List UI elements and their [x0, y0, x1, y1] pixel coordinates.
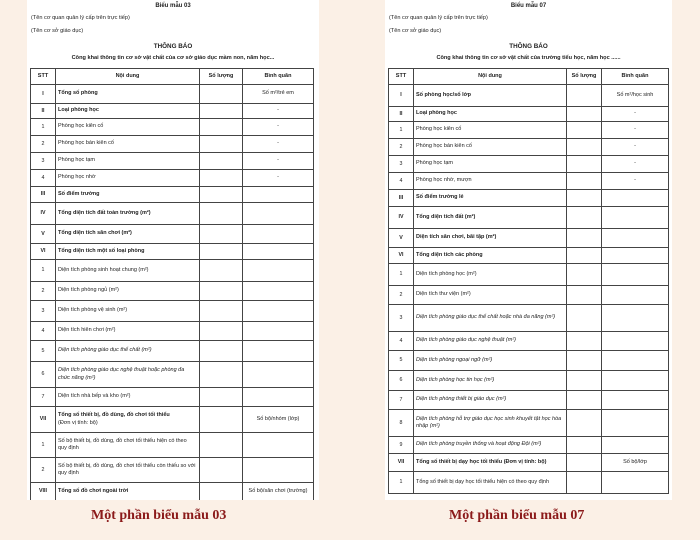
cell-stt: I — [389, 85, 414, 107]
cell-average — [243, 301, 314, 322]
header-content: Nội dung — [56, 69, 200, 85]
cell-quantity — [200, 301, 243, 322]
cell-content-text: Phòng học nhờ — [58, 174, 96, 181]
table-body — [31, 85, 314, 501]
cell-content — [56, 260, 200, 282]
cell-stt: II — [31, 104, 56, 119]
cell-content — [414, 332, 567, 351]
cell-content-text: Phòng học kiên cố — [416, 126, 462, 133]
cell-content — [414, 122, 567, 139]
cell-content — [56, 301, 200, 322]
cell-quantity — [200, 388, 243, 407]
cell-quantity — [200, 341, 243, 362]
cell-average — [602, 248, 669, 264]
cell-quantity — [200, 362, 243, 388]
table-row — [389, 207, 669, 229]
cell-average — [602, 286, 669, 305]
supervising-agency-line: (Tên cơ quan quản lý cấp trên trực tiếp) — [389, 15, 488, 21]
cell-stt: V — [31, 225, 56, 244]
header-average: Bình quân — [243, 69, 314, 85]
cell-content — [414, 371, 567, 391]
cell-quantity — [567, 248, 602, 264]
cell-average — [243, 282, 314, 301]
table-row — [389, 264, 669, 286]
cell-content-text: Tổng số thiết bị, đồ dùng, đồ chơi tối thiểu — [58, 412, 170, 419]
table-row — [31, 341, 314, 362]
cell-content-text: Tổng số phòng — [58, 90, 98, 97]
cell-content — [414, 472, 567, 494]
table-row — [389, 454, 669, 472]
cell-average — [602, 371, 669, 391]
cell-content — [414, 410, 567, 437]
cell-content — [56, 153, 200, 170]
cell-stt: I — [31, 85, 56, 104]
school-name-line: (Tên cơ sở giáo dục) — [389, 28, 442, 34]
cell-content — [414, 264, 567, 286]
cell-stt: 3 — [31, 153, 56, 170]
cell-content-text: Diện tích phòng học tin học (m²) — [416, 376, 495, 383]
cell-average: - — [602, 122, 669, 139]
cell-stt: 3 — [31, 301, 56, 322]
cell-stt: VIII — [31, 483, 56, 501]
cell-quantity — [567, 286, 602, 305]
cell-quantity — [567, 454, 602, 472]
cell-average — [243, 203, 314, 225]
cell-content — [56, 322, 200, 341]
cell-average — [602, 305, 669, 332]
cell-stt: VI — [31, 244, 56, 260]
cell-quantity — [567, 122, 602, 139]
cell-quantity — [200, 433, 243, 458]
cell-stt: III — [389, 190, 414, 207]
cell-quantity — [567, 207, 602, 229]
cell-content — [56, 203, 200, 225]
cell-average — [243, 225, 314, 244]
cell-content — [56, 407, 200, 433]
table-row — [31, 362, 314, 388]
cell-quantity — [567, 332, 602, 351]
cell-content-text: Diện tích phòng truyền thống và hoạt động Đội (m²) — [416, 441, 542, 448]
supervising-agency-line: (Tên cơ quan quản lý cấp trên trực tiếp) — [31, 15, 130, 21]
cell-average — [602, 207, 669, 229]
cell-content-text: Diện tích sân chơi, bãi tập (m²) — [416, 234, 497, 241]
cell-content — [56, 225, 200, 244]
cell-content — [414, 454, 567, 472]
cell-content — [56, 244, 200, 260]
cell-quantity — [200, 104, 243, 119]
cell-quantity — [200, 187, 243, 203]
cell-quantity — [200, 170, 243, 187]
cell-average: - — [243, 170, 314, 187]
cell-content-text: Phòng học tạm — [416, 160, 453, 167]
cell-average — [243, 341, 314, 362]
cell-stt: 5 — [31, 341, 56, 362]
table-row — [389, 332, 669, 351]
cell-content — [414, 286, 567, 305]
notice-subject: Công khai thông tin cơ sở vật chất của trường tiểu học, năm học ...... — [436, 55, 621, 61]
cell-average — [243, 187, 314, 203]
cell-quantity — [200, 282, 243, 301]
cell-average — [243, 260, 314, 282]
table-row — [389, 391, 669, 410]
table-row — [389, 248, 669, 264]
cell-content — [414, 190, 567, 207]
cell-average — [602, 472, 669, 494]
cell-content-text: Diện tích phòng hỗ trợ giáo dục học sinh khuyết tật học hòa nhập (m²) — [416, 415, 562, 429]
cell-content — [56, 136, 200, 153]
cell-quantity — [567, 437, 602, 454]
cell-content-text: Tổng diện tích sân chơi (m²) — [58, 230, 132, 237]
cell-average: - — [243, 136, 314, 153]
form-07-document — [385, 0, 672, 500]
form-03-document — [27, 0, 319, 500]
table-row — [31, 301, 314, 322]
cell-content-text: Phòng học kiên cố — [58, 123, 104, 130]
cell-average: - — [602, 139, 669, 156]
header-stt: STT — [31, 69, 56, 85]
cell-content — [414, 229, 567, 248]
cell-average: Số bộ/lớp — [602, 454, 669, 472]
cell-quantity — [567, 107, 602, 122]
cell-content-text: Diện tích phòng giáo dục thể chất hoặc nhà đa năng (m²) — [416, 314, 556, 321]
cell-quantity — [567, 173, 602, 190]
cell-average: - — [243, 153, 314, 170]
table-row — [31, 170, 314, 187]
notice-heading: THÔNG BÁO — [509, 43, 548, 50]
cell-content — [414, 139, 567, 156]
cell-content — [56, 388, 200, 407]
cell-stt: II — [389, 107, 414, 122]
cell-content — [56, 104, 200, 119]
cell-average — [243, 388, 314, 407]
cell-stt: 2 — [31, 136, 56, 153]
cell-stt: 4 — [31, 322, 56, 341]
form-title: Biểu mẫu 03 — [155, 3, 191, 9]
cell-content-text: Tổng số thiết bị dạy học tối thiểu hiện có theo quy định — [416, 478, 550, 485]
cell-content-text: Phòng học tạm — [58, 157, 95, 164]
cell-stt: 2 — [31, 458, 56, 483]
cell-content — [56, 362, 200, 388]
cell-content — [414, 248, 567, 264]
cell-content-text: Tổng diện tích các phòng — [416, 251, 483, 258]
cell-content-text: Phòng học bán kiên cố — [58, 140, 114, 147]
cell-quantity — [200, 483, 243, 501]
cell-average — [602, 229, 669, 248]
cell-stt: 7 — [31, 388, 56, 407]
cell-stt: 7 — [389, 391, 414, 410]
cell-average: Số bộ/sân chơi (trường) — [243, 483, 314, 501]
cell-content-text: Diện tích phòng giáo dục nghệ thuật (m²) — [416, 337, 516, 344]
table-row — [31, 85, 314, 104]
cell-content-text: Diện tích thư viện (m²) — [416, 291, 471, 298]
table-row — [389, 437, 669, 454]
cell-stt: 3 — [389, 305, 414, 332]
cell-stt: 4 — [389, 173, 414, 190]
cell-quantity — [567, 472, 602, 494]
table-row — [389, 173, 669, 190]
cell-average — [602, 264, 669, 286]
cell-quantity — [200, 153, 243, 170]
cell-content — [414, 173, 567, 190]
cell-quantity — [200, 407, 243, 433]
cell-stt: IV — [389, 207, 414, 229]
cell-content-text: Phòng học nhờ, mượn — [416, 177, 472, 184]
cell-content-text: Tổng diện tích đất (m²) — [416, 213, 476, 220]
cell-quantity — [200, 260, 243, 282]
cell-content — [414, 391, 567, 410]
cell-content — [414, 437, 567, 454]
cell-quantity — [567, 371, 602, 391]
cell-content-text: Diện tích phòng giáo dục thể chất (m²) — [58, 347, 152, 354]
cell-stt: VII — [389, 454, 414, 472]
table-row — [389, 351, 669, 371]
table-row — [31, 153, 314, 170]
cell-quantity — [567, 264, 602, 286]
table-row — [389, 107, 669, 122]
table-row — [389, 305, 669, 332]
table-row — [31, 187, 314, 203]
cell-content-text: Diện tích phòng ngoại ngữ (m²) — [416, 356, 493, 363]
cell-content-text: Tổng diện tích đất toàn trường (m²) — [58, 209, 151, 216]
cell-stt: 2 — [389, 139, 414, 156]
cell-unit-note: (Đơn vị tính: bộ) — [58, 419, 98, 426]
table-row — [31, 458, 314, 483]
table-row — [31, 260, 314, 282]
table-header-row — [31, 69, 314, 85]
table-row — [389, 190, 669, 207]
cell-average: - — [243, 104, 314, 119]
cell-content-text: Loại phòng học — [58, 107, 99, 114]
table-row — [31, 483, 314, 501]
cell-quantity — [200, 85, 243, 104]
cell-content-text: Tổng diện tích một số loại phòng — [58, 247, 145, 254]
cell-stt: 1 — [31, 260, 56, 282]
cell-average: - — [602, 156, 669, 173]
table-row — [389, 410, 669, 437]
caption-form-07: Một phần biểu mẫu 07 — [449, 508, 585, 523]
cell-stt: VII — [31, 407, 56, 433]
cell-stt: 9 — [389, 437, 414, 454]
cell-content-text: Diện tích phòng giáo dục nghệ thuật hoặc phòng đa chức năng (m²) — [58, 367, 185, 381]
cell-quantity — [567, 190, 602, 207]
cell-content — [414, 351, 567, 371]
cell-stt: 5 — [389, 351, 414, 371]
cell-stt: 2 — [389, 286, 414, 305]
cell-content-text: Tổng số đồ chơi ngoài trời — [58, 487, 129, 494]
cell-average — [602, 332, 669, 351]
table-body — [389, 85, 669, 494]
cell-content — [414, 305, 567, 332]
form-title: Biểu mẫu 07 — [510, 3, 547, 9]
cell-content-text: Loại phòng học — [416, 110, 457, 117]
cell-stt: V — [389, 229, 414, 248]
cell-quantity — [200, 244, 243, 260]
cell-stt: 1 — [389, 472, 414, 494]
header-content: Nội dung — [414, 69, 567, 85]
cell-stt: 2 — [31, 282, 56, 301]
notice-subject: Công khai thông tin cơ sở vật chất của cơ sở giáo dục mầm non, năm học... — [71, 55, 275, 61]
cell-average: - — [602, 173, 669, 190]
facilities-table — [388, 68, 669, 494]
cell-content-text: Số bộ thiết bị, đồ dùng, đồ chơi tối thiểu hiện có theo quy định — [58, 437, 187, 451]
table-row — [389, 371, 669, 391]
cell-content-text: Số phòng học/số lớp — [416, 91, 471, 98]
cell-stt: 8 — [389, 410, 414, 437]
cell-content-text: Diện tích phòng vệ sinh (m²) — [58, 307, 128, 314]
table-row — [389, 156, 669, 173]
cell-average — [243, 244, 314, 260]
cell-average: Số bộ/nhóm (lớp) — [243, 407, 314, 433]
table-row — [389, 122, 669, 139]
table-row — [389, 139, 669, 156]
table-row — [31, 407, 314, 433]
table-row — [31, 388, 314, 407]
cell-stt: 1 — [31, 119, 56, 136]
cell-stt: III — [31, 187, 56, 203]
table-row — [31, 322, 314, 341]
cell-quantity — [200, 225, 243, 244]
cell-average — [243, 458, 314, 483]
cell-quantity — [200, 136, 243, 153]
table-row — [389, 85, 669, 107]
cell-content — [56, 170, 200, 187]
header-stt: STT — [389, 69, 414, 85]
table-header-row — [389, 69, 669, 85]
cell-content-text: Diện tích phòng thiết bị giáo dục (m²) — [416, 396, 507, 403]
caption-form-03: Một phần biểu mẫu 03 — [91, 508, 227, 523]
cell-content — [56, 119, 200, 136]
cell-content — [56, 85, 200, 104]
cell-average: Số m²/học sinh — [602, 85, 669, 107]
table-row — [31, 203, 314, 225]
cell-content-text: Tổng số thiết bị dạy học tối thiểu (Đơn vị tính: bộ) — [416, 458, 547, 465]
cell-content — [56, 458, 200, 483]
cell-average — [243, 322, 314, 341]
header-quantity: Số lượng — [567, 69, 602, 85]
cell-content-text: Diện tích hiên chơi (m²) — [58, 327, 116, 334]
cell-average — [602, 410, 669, 437]
cell-content — [56, 483, 200, 501]
table-row — [31, 244, 314, 260]
cell-content-text: Số bộ thiết bị, đồ dùng, đồ chơi tối thiểu còn thiếu so với quy định — [58, 462, 196, 476]
cell-content — [56, 341, 200, 362]
cell-quantity — [200, 119, 243, 136]
cell-content-text: Số điểm trường lẻ — [416, 194, 464, 201]
cell-content — [56, 433, 200, 458]
cell-quantity — [567, 229, 602, 248]
table-row — [31, 104, 314, 119]
cell-content-text: Diện tích phòng học (m²) — [416, 270, 477, 277]
cell-stt: VI — [389, 248, 414, 264]
table-row — [389, 286, 669, 305]
school-name-line: (Tên cơ sở giáo dục) — [31, 28, 84, 34]
cell-stt: 4 — [389, 332, 414, 351]
table-row — [31, 225, 314, 244]
header-quantity: Số lượng — [200, 69, 243, 85]
table-row — [389, 229, 669, 248]
cell-content-text: Diện tích phòng sinh hoạt chung (m²) — [58, 266, 149, 273]
cell-stt: 3 — [389, 156, 414, 173]
table-row — [31, 119, 314, 136]
table-row — [389, 472, 669, 494]
cell-content — [414, 107, 567, 122]
cell-average: Số m²/trẻ em — [243, 85, 314, 104]
cell-content — [414, 156, 567, 173]
cell-content — [414, 207, 567, 229]
cell-content-text: Phòng học bán kiên cố — [416, 143, 472, 150]
cell-quantity — [567, 391, 602, 410]
cell-stt: 1 — [389, 122, 414, 139]
cell-quantity — [567, 351, 602, 371]
cell-quantity — [567, 139, 602, 156]
cell-average — [602, 351, 669, 371]
cell-stt: 6 — [389, 371, 414, 391]
cell-quantity — [567, 410, 602, 437]
cell-stt: 1 — [389, 264, 414, 286]
cell-average: - — [602, 107, 669, 122]
cell-quantity — [200, 322, 243, 341]
cell-quantity — [200, 458, 243, 483]
cell-quantity — [567, 85, 602, 107]
cell-content-text: Số điểm trường — [58, 190, 100, 197]
table-row — [31, 433, 314, 458]
cell-quantity — [567, 305, 602, 332]
cell-average — [243, 433, 314, 458]
cell-quantity — [567, 156, 602, 173]
cell-average: - — [243, 119, 314, 136]
cell-content — [56, 187, 200, 203]
cell-stt: 1 — [31, 433, 56, 458]
table-row — [31, 136, 314, 153]
cell-stt: IV — [31, 203, 56, 225]
notice-heading: THÔNG BÁO — [153, 43, 193, 50]
table-row — [31, 282, 314, 301]
cell-content-text: Diện tích nhà bếp và kho (m²) — [58, 393, 131, 400]
cell-content — [414, 85, 567, 107]
cell-average — [243, 362, 314, 388]
cell-stt: 4 — [31, 170, 56, 187]
cell-average — [602, 391, 669, 410]
facilities-table — [30, 68, 314, 500]
cell-average — [602, 437, 669, 454]
cell-average — [602, 190, 669, 207]
cell-stt: 6 — [31, 362, 56, 388]
cell-content-text: Diện tích phòng ngủ (m²) — [58, 287, 119, 294]
cell-content — [56, 282, 200, 301]
cell-quantity — [200, 203, 243, 225]
header-average: Bình quân — [602, 69, 669, 85]
